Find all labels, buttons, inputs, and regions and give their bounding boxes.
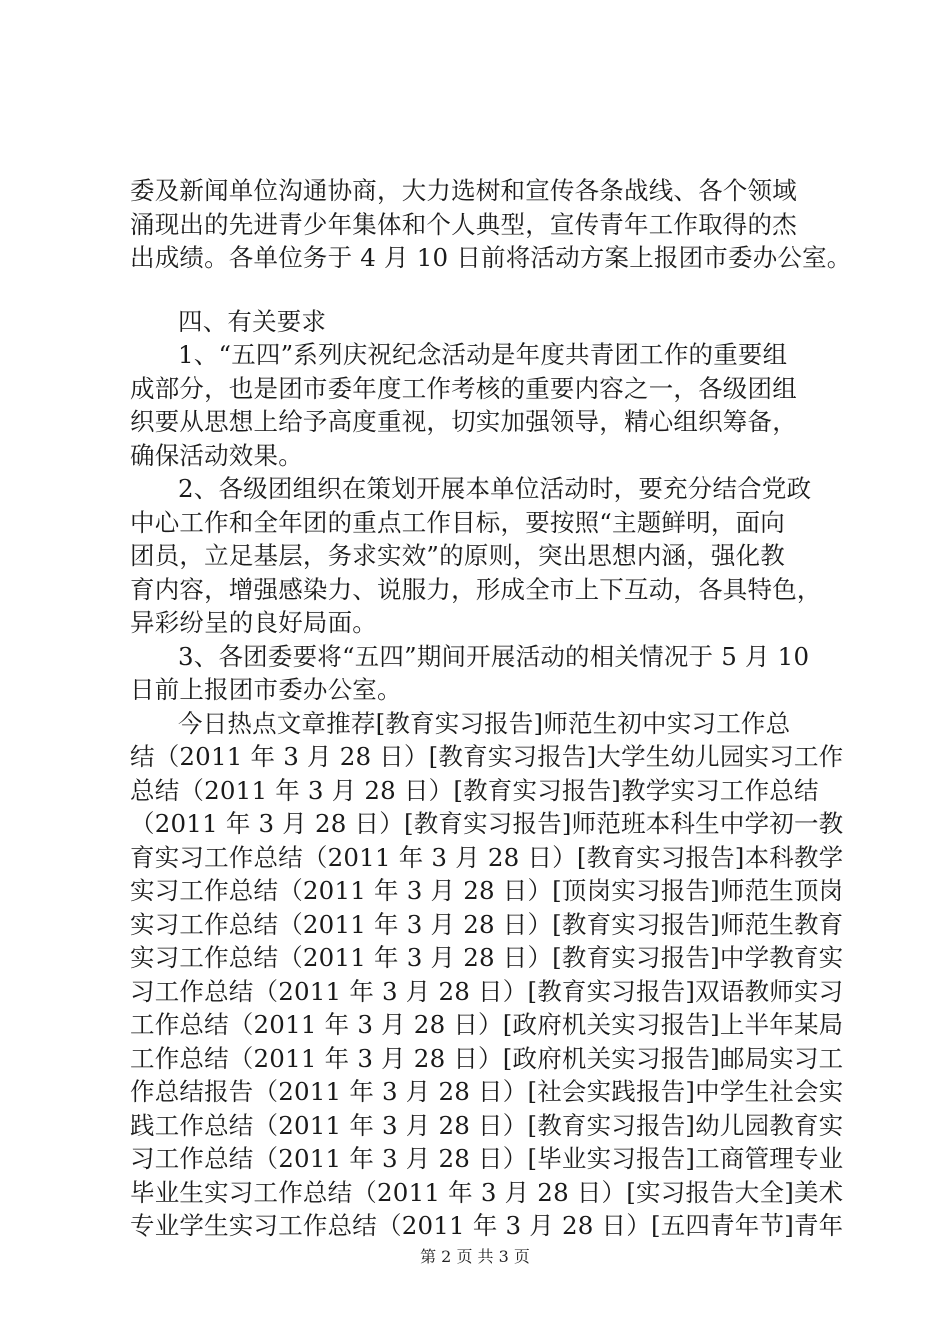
- text-line: 实习工作总结（2011 年 3 月 28 日）[教育实习报告]师范生教育: [130, 909, 844, 939]
- text-line: 出成绩。各单位务于 4 月 10 日前将活动方案上报团市委办公室。: [130, 243, 852, 272]
- requirement-2: [130, 472, 840, 640]
- text-line: 专业学生实习工作总结（2011 年 3 月 28 日）[五四青年节]青年: [130, 1211, 844, 1240]
- text-line: 异彩纷呈的良好局面。: [130, 608, 377, 637]
- text-line: 确保活动效果。: [130, 440, 303, 470]
- paragraph-gap: [130, 275, 840, 305]
- text-line: 3、各团委要将“五四”期间开展活动的相关情况于 5 月 10: [178, 641, 810, 671]
- text-line: 织要从思想上给予高度重视，切实加强领导，精心组织筹备，: [130, 407, 797, 436]
- text-line: 中心工作和全年团的重点工作目标，要按照“主题鲜明，面向: [130, 507, 785, 537]
- text-line: 今日热点文章推荐[教育实习报告]师范生初中实习工作总: [178, 708, 791, 738]
- page-footer: 第 2 页 共 3 页: [420, 1247, 530, 1266]
- text-line: 践工作总结（2011 年 3 月 28 日）[教育实习报告]幼儿园教育实: [130, 1110, 844, 1140]
- text-line: 习工作总结（2011 年 3 月 28 日）[毕业实习报告]工商管理专业: [130, 1144, 844, 1173]
- document-body: [130, 174, 852, 1243]
- text-line: 成部分，也是团市委年度工作考核的重要内容之一，各级团组: [130, 373, 797, 403]
- text-line: 团员，立足基层，务求实效”的原则，突出思想内涵，强化教: [130, 541, 785, 570]
- text-line: 2、各级团组织在策划开展本单位活动时，要充分结合党政: [178, 474, 812, 503]
- requirement-3: [130, 640, 840, 707]
- text-line: 习工作总结（2011 年 3 月 28 日）[教育实习报告]双语教师实习: [130, 976, 844, 1006]
- text-line: 实习工作总结（2011 年 3 月 28 日）[顶岗实习报告]师范生顶岗: [130, 876, 844, 905]
- text-line: 育实习工作总结（2011 年 3 月 28 日）[教育实习报告]本科教学: [130, 842, 844, 872]
- requirement-1: [130, 338, 840, 472]
- section-heading: 四、有关要求: [178, 306, 327, 336]
- text-line: 日前上报团市委办公室。: [130, 675, 402, 704]
- text-line: 工作总结（2011 年 3 月 28 日）[政府机关实习报告]上半年某局: [130, 1010, 844, 1039]
- text-line: 委及新闻单位沟通协商，大力选树和宣传各条战线、各个领域: [130, 176, 797, 205]
- text-line: 毕业生实习工作总结（2011 年 3 月 28 日）[实习报告大全]美术: [130, 1177, 844, 1207]
- text-line: 1、“五四”系列庆祝纪念活动是年度共青团工作的重要组: [178, 340, 788, 369]
- text-line: 结（2011 年 3 月 28 日）[教育实习报告]大学生幼儿园实习工作: [130, 742, 844, 771]
- text-line: 育内容，增强感染力、说服力，形成全市上下互动，各具特色，: [130, 574, 822, 604]
- recommended-articles: [130, 707, 844, 1243]
- paragraph-continuation: [130, 174, 852, 275]
- text-line: 总结（2011 年 3 月 28 日）[教育实习报告]教学实习工作总结: [130, 775, 819, 805]
- text-line: 实习工作总结（2011 年 3 月 28 日）[教育实习报告]中学教育实: [130, 943, 844, 972]
- text-line: （2011 年 3 月 28 日）[教育实习报告]师范班本科生中学初一教: [130, 809, 844, 838]
- text-line: 作总结报告（2011 年 3 月 28 日）[社会实践报告]中学生社会实: [130, 1077, 844, 1106]
- text-line: 工作总结（2011 年 3 月 28 日）[政府机关实习报告]邮局实习工: [130, 1043, 844, 1073]
- text-line: 涌现出的先进青少年集体和个人典型，宣传青年工作取得的杰: [130, 209, 797, 239]
